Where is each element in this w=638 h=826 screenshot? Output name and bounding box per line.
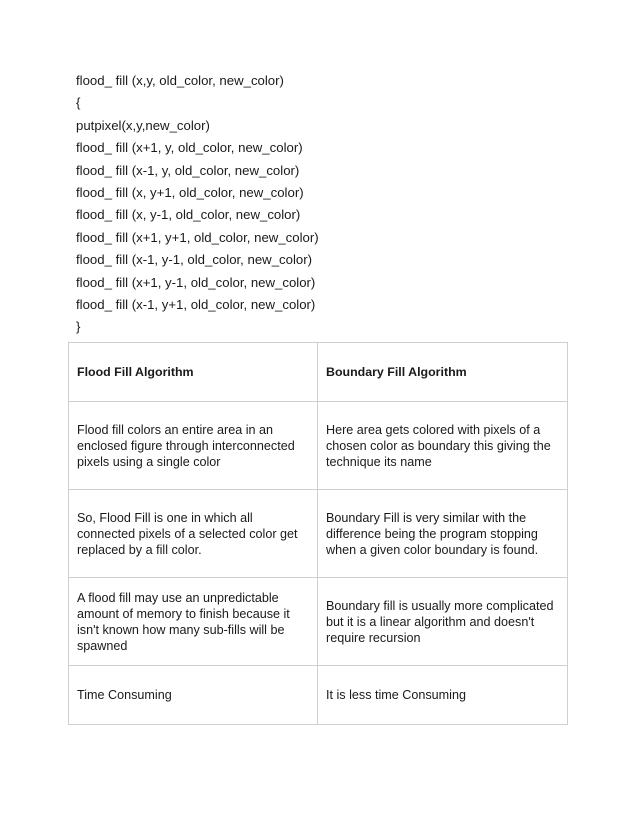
- code-line: flood_ fill (x+1, y+1, old_color, new_color): [76, 229, 319, 245]
- table-cell: It is less time Consuming: [318, 666, 568, 725]
- code-line: flood_ fill (x,y, old_color, new_color): [76, 73, 284, 88]
- table-cell: So, Flood Fill is one in which all connected pixels of a selected color get replaced by a fill color.: [69, 490, 318, 578]
- code-line: flood_ fill (x-1, y, old_color, new_color): [76, 162, 300, 178]
- code-line: flood_ fill (x, y-1, old_color, new_color): [76, 207, 301, 223]
- table-row: [69, 490, 568, 578]
- comparison-table: [68, 342, 568, 725]
- table-cell: Time Consuming: [69, 666, 318, 725]
- pseudocode-block: [76, 70, 596, 339]
- code-line: }: [76, 319, 81, 335]
- code-line: {: [76, 95, 81, 111]
- code-line: flood_ fill (x, y+1, old_color, new_color): [76, 184, 304, 200]
- table-row: [69, 402, 568, 490]
- table-cell: A flood fill may use an unpredictable amount of memory to finish because it isn't known how many sub-fills will be spawned: [69, 578, 318, 666]
- code-line: putpixel(x,y,new_color): [76, 117, 210, 133]
- table-cell: Here area gets colored with pixels of a chosen color as boundary this giving the technique its name: [318, 402, 568, 490]
- column-header-flood-fill: Flood Fill Algorithm: [69, 343, 318, 402]
- code-line: flood_ fill (x+1, y-1, old_color, new_color): [76, 274, 316, 290]
- column-header-boundary-fill: Boundary Fill Algorithm: [318, 343, 568, 402]
- table-header-row: [69, 343, 568, 402]
- table-row: [69, 666, 568, 725]
- table-cell: Boundary fill is usually more complicated but it is a linear algorithm and doesn't require recursion: [318, 578, 568, 666]
- code-line: flood_ fill (x-1, y-1, old_color, new_color): [76, 252, 313, 268]
- table-cell: Flood fill colors an entire area in an enclosed figure through interconnected pixels using a single color: [69, 402, 318, 490]
- table-row: [69, 578, 568, 666]
- code-line: flood_ fill (x-1, y+1, old_color, new_color): [76, 296, 316, 312]
- table-cell: Boundary Fill is very similar with the difference being the program stopping when a given color boundary is found.: [318, 490, 568, 578]
- code-line: flood_ fill (x+1, y, old_color, new_color): [76, 140, 303, 156]
